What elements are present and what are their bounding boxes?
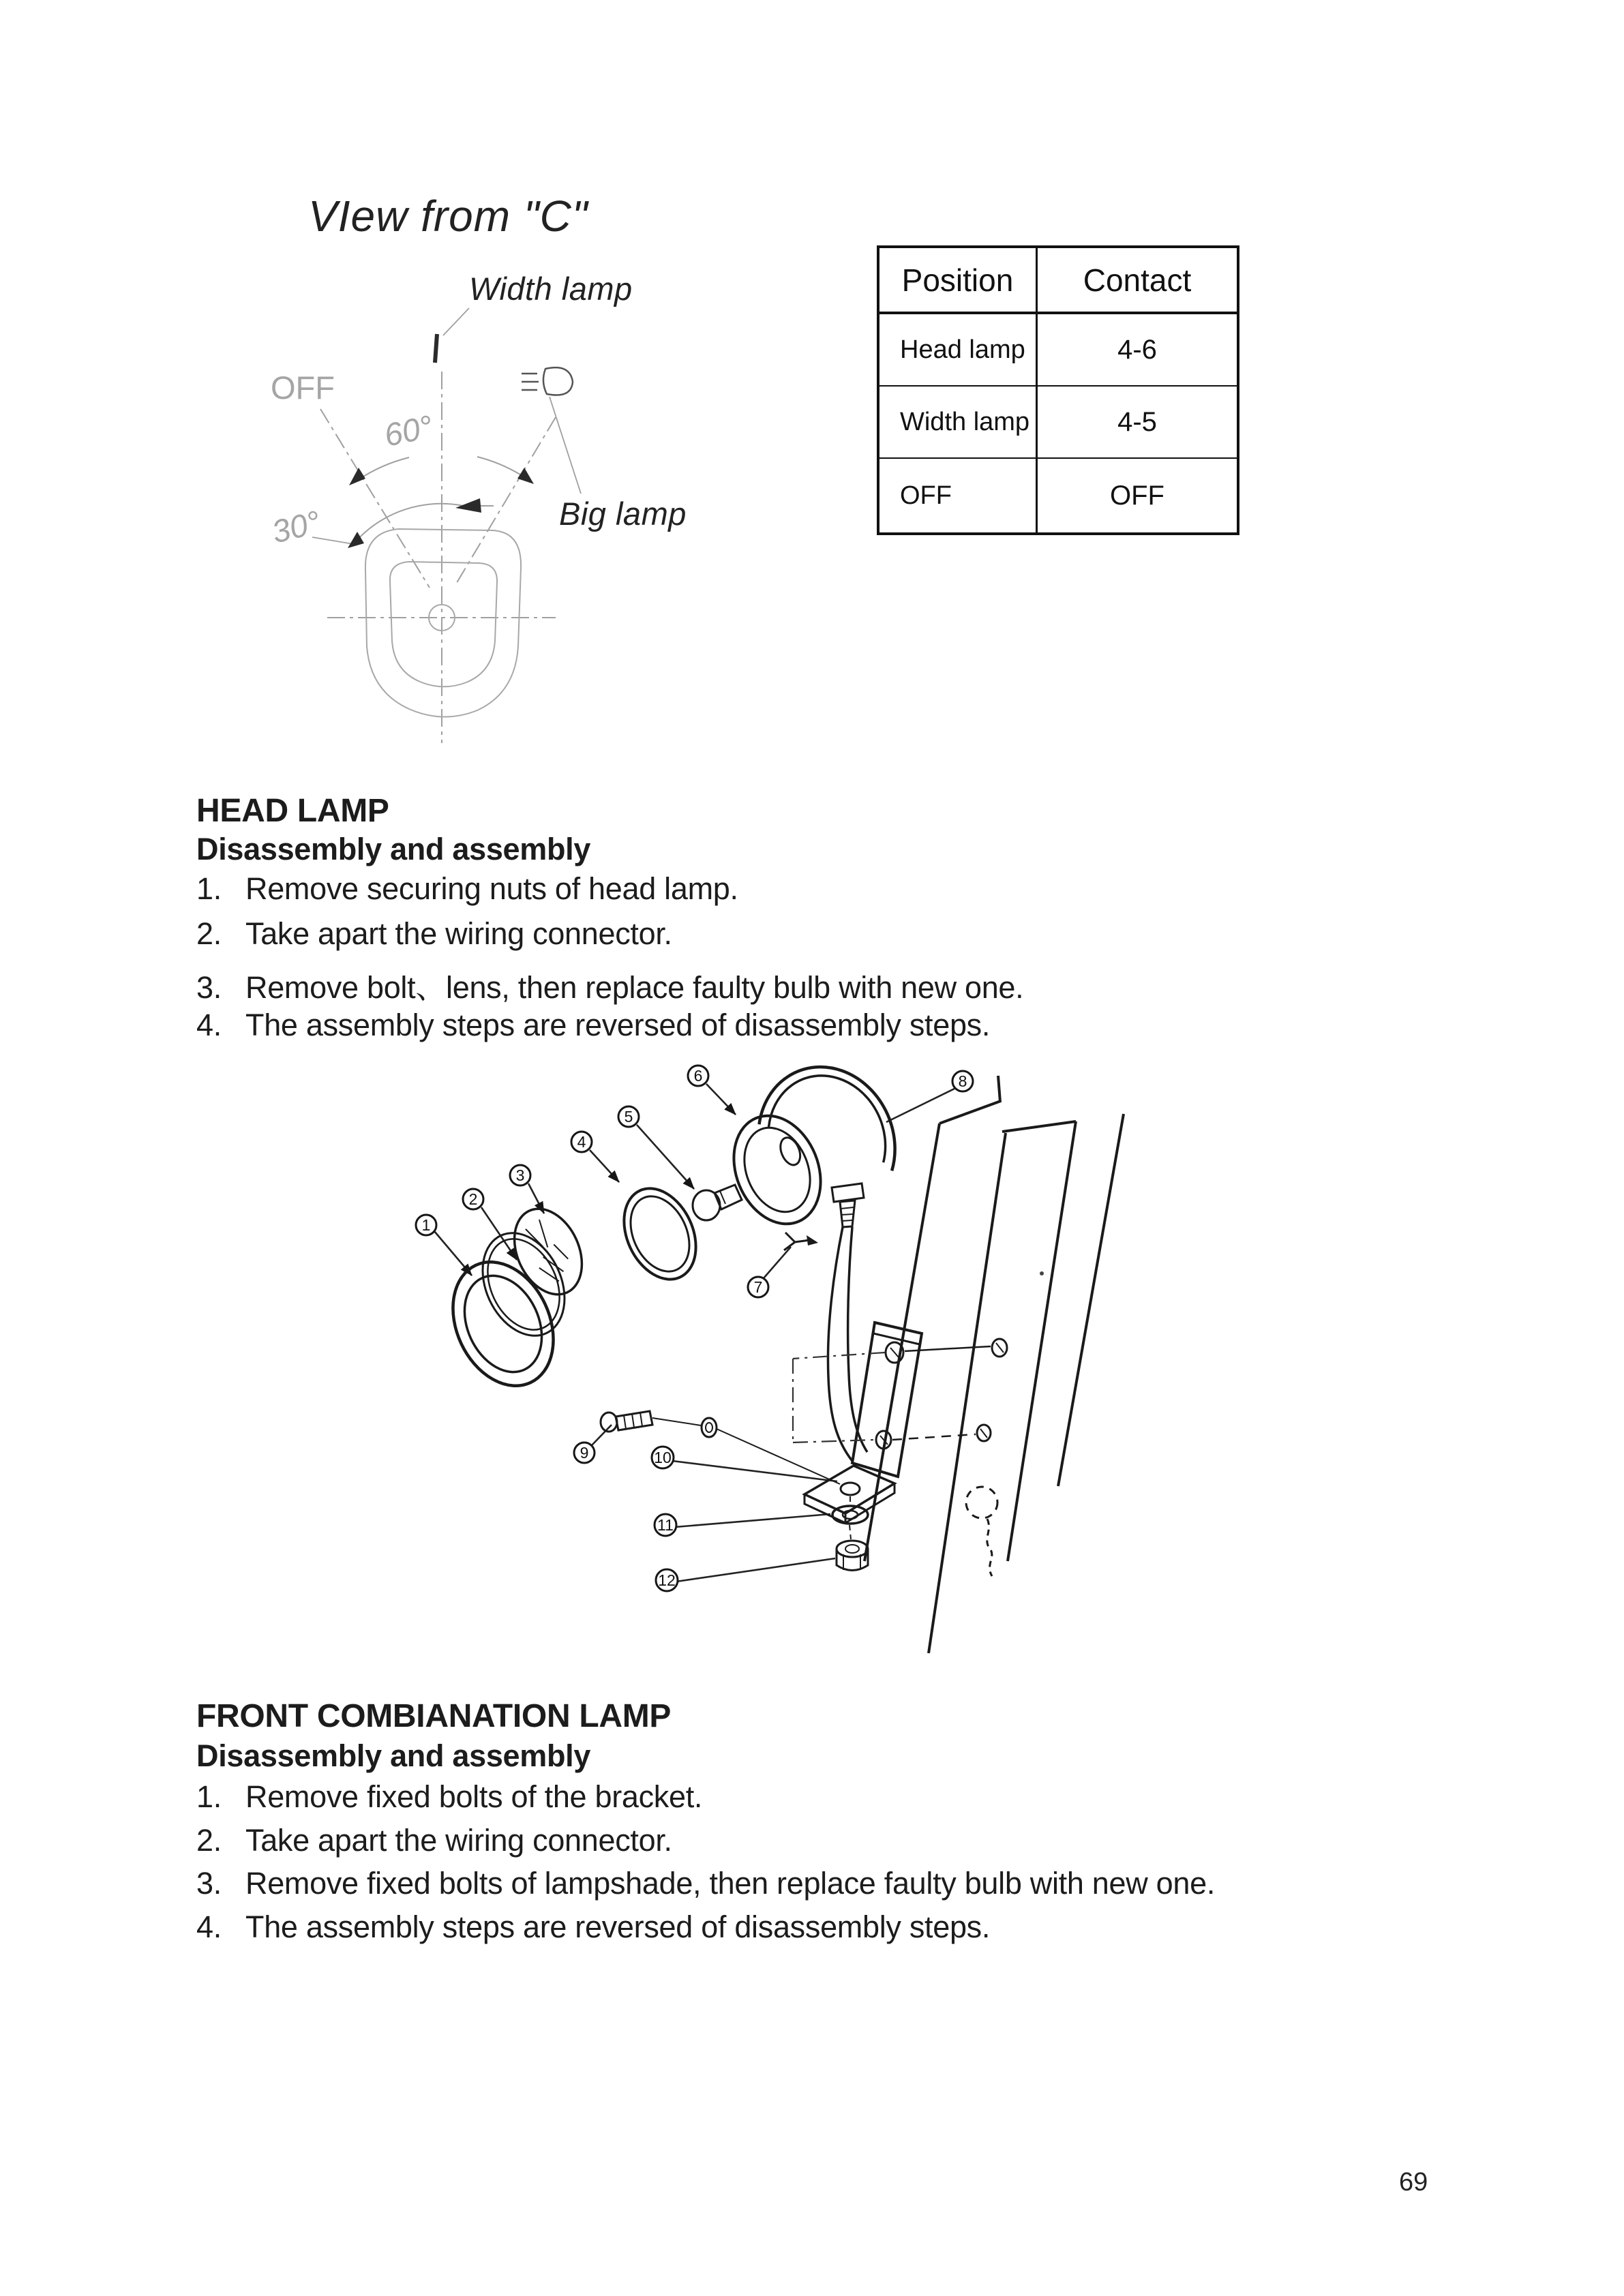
table-header-position: Position	[879, 248, 1038, 314]
table-cell: Width lamp	[879, 387, 1038, 459]
step-text: The assembly steps are reversed of disassembly steps.	[245, 1008, 991, 1042]
bracket-plate	[852, 1323, 922, 1477]
width-lamp-leader	[443, 308, 469, 335]
head-lamp-step	[196, 963, 1023, 1007]
step-number: 4.	[196, 1909, 222, 1944]
front-lamp-step	[196, 1779, 702, 1815]
front-lamp-step	[196, 1866, 1215, 1901]
head-lamp-step	[196, 871, 738, 907]
head-lamp-title: HEAD LAMP	[196, 793, 389, 829]
head-lamp-subtitle: Disassembly and assembly	[196, 832, 591, 866]
nut-part	[837, 1525, 868, 1571]
step-number: 3.	[196, 1866, 222, 1901]
part-number: 7	[753, 1278, 763, 1296]
leader-4	[590, 1150, 619, 1182]
step-text: Take apart the wiring connector.	[245, 916, 672, 951]
step-text: Remove fixed bolts of the bracket.	[245, 1779, 703, 1814]
part-number: 5	[624, 1108, 633, 1126]
arc-60	[358, 457, 409, 480]
arc-60b	[477, 457, 526, 478]
front-lamp-step	[196, 1909, 990, 1945]
table-cell: 4-6	[1038, 314, 1237, 387]
page-number: 69	[1399, 2168, 1428, 2196]
step-number: 2.	[196, 916, 222, 951]
front-lamp-subtitle: Disassembly and assembly	[196, 1738, 591, 1773]
step-text: Remove bolt、lens, then replace faulty bulb with new one.	[245, 970, 1024, 1005]
step-number: 4.	[196, 1008, 222, 1042]
leader-5	[637, 1125, 694, 1189]
part-number: 3	[515, 1166, 525, 1184]
part-number: 9	[580, 1444, 589, 1462]
vehicle-frame	[864, 1076, 1124, 1653]
flat-washer-part	[702, 1418, 840, 1484]
step-text: Take apart the wiring connector.	[245, 1823, 672, 1858]
arrowhead	[517, 468, 534, 484]
off-label: OFF	[271, 369, 335, 406]
table-cell: OFF	[1110, 480, 1164, 511]
lever-tick	[435, 334, 437, 363]
view-from-c-title: VIew from "C"	[308, 192, 588, 241]
front-lamp-step	[196, 1823, 672, 1858]
part-number: 10	[654, 1449, 672, 1466]
head-lamp-step	[196, 1008, 990, 1043]
part-number: 6	[693, 1067, 703, 1085]
part-number-callouts	[416, 1066, 973, 1591]
part-number: 11	[657, 1516, 674, 1534]
part-number: 1	[421, 1216, 431, 1234]
arrowhead	[349, 468, 365, 485]
direction-arrow	[784, 1233, 818, 1250]
part-number: 4	[577, 1133, 586, 1151]
leader-11	[675, 1514, 830, 1527]
step-number: 3.	[196, 970, 222, 1005]
bolt-part	[601, 1411, 701, 1432]
table-cell: OFF	[879, 459, 1038, 532]
leader-7	[764, 1247, 791, 1278]
step-text: The assembly steps are reversed of disassembly steps.	[245, 1909, 991, 1944]
angle-60-label: 60°	[380, 408, 436, 453]
leader-8	[886, 1089, 954, 1122]
part-number: 8	[958, 1072, 967, 1090]
switch-housing	[365, 529, 521, 717]
step-number: 2.	[196, 1823, 222, 1858]
headlamp-icon	[522, 367, 573, 395]
width-lamp-label: Width lamp	[469, 271, 633, 307]
bulb-part	[693, 1185, 742, 1220]
step-number: 1.	[196, 1779, 222, 1814]
leader-6	[706, 1084, 736, 1115]
head-lamp-step	[196, 916, 672, 952]
step-text: Remove securing nuts of head lamp.	[245, 871, 738, 906]
part-number: 12	[658, 1571, 676, 1589]
leader-12	[676, 1558, 835, 1582]
leader-1	[434, 1231, 472, 1275]
contact-table	[877, 245, 1239, 535]
step-text: Remove fixed bolts of lampshade, then replace faulty bulb with new one.	[245, 1866, 1216, 1901]
speck	[1040, 1271, 1044, 1275]
arrowhead	[348, 532, 364, 548]
angle-30-label: 30°	[268, 503, 325, 550]
big-lamp-position-line	[455, 417, 556, 585]
part-number: 2	[468, 1190, 478, 1208]
front-lamp-title: FRONT COMBIANATION LAMP	[196, 1698, 672, 1734]
switch-position-diagram	[252, 293, 702, 764]
big-lamp-leader	[550, 397, 581, 494]
step-number: 1.	[196, 871, 222, 906]
table-cell: 4-5	[1038, 387, 1237, 459]
table-header-contact: Contact	[1038, 248, 1237, 314]
head-lamp-exploded-diagram	[368, 1053, 1173, 1667]
big-lamp-label: Big lamp	[559, 496, 687, 532]
table-cell: Head lamp	[879, 314, 1038, 387]
